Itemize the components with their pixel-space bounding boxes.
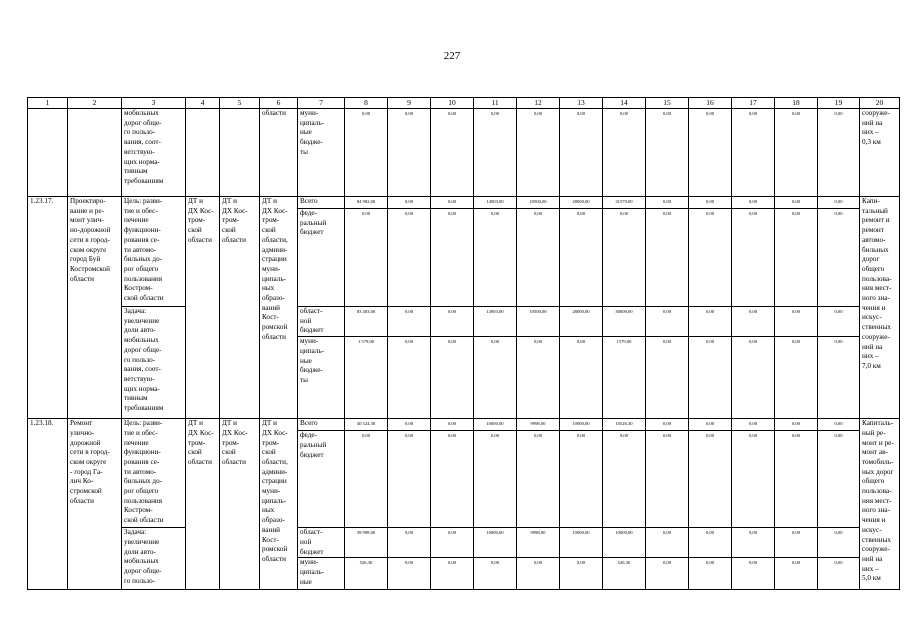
- item-executor: ДТ и ДХ Кос- тром- ской области: [186, 419, 220, 590]
- value-cell-10: 0,00: [431, 109, 474, 197]
- value-cell-8: 1 579,00: [345, 337, 388, 419]
- value-cell-18: 0,00: [775, 431, 818, 528]
- value-cell-13: 0,00: [560, 337, 603, 419]
- item-1-row-1: [28, 197, 900, 209]
- value-cell-16: 0,00: [689, 419, 732, 431]
- header-row: [28, 98, 900, 109]
- value-cell-10: 0,00: [431, 209, 474, 307]
- value-cell-13: 28000,00: [560, 307, 603, 337]
- funding-source: феде- ральный бюджет: [298, 431, 345, 528]
- value-cell-9: 0,00: [388, 307, 431, 337]
- funding-source: област- ной бюджет: [298, 307, 345, 337]
- header-cell-13: 13: [560, 98, 603, 109]
- header-cell-11: 11: [474, 98, 517, 109]
- item-name: Ремонт улично- дорожной сети в город- ском округе - город Га- лич Ко- стромской области: [68, 419, 122, 590]
- header-cell-1: 1: [28, 98, 68, 109]
- value-cell-17: 0,00: [732, 109, 775, 197]
- value-cell-19: 0,00: [818, 528, 860, 558]
- value-cell-9: 0,00: [388, 337, 431, 419]
- value-cell-18: 0,00: [775, 419, 818, 431]
- value-cell-17: 0,00: [732, 337, 775, 419]
- value-cell-11: 14903,00: [474, 197, 517, 209]
- value-cell-10: 0,00: [431, 337, 474, 419]
- value-cell-15: 0,00: [646, 558, 689, 590]
- value-cell-19: 0,00: [818, 209, 860, 307]
- cell-name: [68, 109, 122, 197]
- value-cell-10: 0,00: [431, 419, 474, 431]
- item-task: Задача: увеличение доли авто- мобильных дорог обще- го пользо- вания, соот- ветствую- щих норма- тивным требованиям: [122, 307, 186, 419]
- value-cell-19: 0,00: [818, 307, 860, 337]
- value-cell-13: 0,00: [560, 558, 603, 590]
- value-cell-11: 0,00: [474, 431, 517, 528]
- value-cell-17: 0,00: [732, 558, 775, 590]
- item-goal: Цель: разви- тие и обес- печение функциони- рования се- ти автомо- бильных до- рог общего пользования Костром- ской области: [122, 197, 186, 307]
- item-result: Капи- тальный ремонт и ремонт автомо- бильных дорог общего пользова- ния мест- ного зна- чения и искус- ственных сооруже- ний на них – 7,0 км: [860, 197, 900, 419]
- value-cell-14: 0,00: [603, 209, 646, 307]
- value-cell-15: 0,00: [646, 419, 689, 431]
- cell-goal-task: мобильных дорог обще- го пользо- вания, соот- ветствую- щих норма- тивным требованиям: [122, 109, 186, 197]
- value-cell-8: 0,00: [345, 109, 388, 197]
- value-cell-12: 0,00: [517, 558, 560, 590]
- value-cell-14: 1579,00: [603, 337, 646, 419]
- value-cell-16: 0,00: [689, 337, 732, 419]
- value-cell-8: 40 524,30: [345, 419, 388, 431]
- value-cell-18: 0,00: [775, 209, 818, 307]
- value-cell-13: 0,00: [560, 109, 603, 197]
- value-cell-11: 10000,00: [474, 419, 517, 431]
- cell-executor: [186, 109, 220, 197]
- value-cell-17: 0,00: [732, 307, 775, 337]
- value-cell-19: 0,00: [818, 197, 860, 209]
- value-cell-9: 0,00: [388, 197, 431, 209]
- value-cell-15: 0,00: [646, 307, 689, 337]
- value-cell-18: 0,00: [775, 337, 818, 419]
- value-cell-18: 0,00: [775, 307, 818, 337]
- value-cell-15: 0,00: [646, 337, 689, 419]
- financing-table: [27, 97, 900, 590]
- value-cell-14: 31579,00: [603, 197, 646, 209]
- funding-source: феде- ральный бюджет: [298, 209, 345, 307]
- value-cell-8: 84 982,00: [345, 197, 388, 209]
- header-cell-8: 8: [345, 98, 388, 109]
- value-cell-18: 0,00: [775, 528, 818, 558]
- cell-source: муни- ципаль- ные бюдже- ты: [298, 109, 345, 197]
- value-cell-11: 0,00: [474, 109, 517, 197]
- value-cell-14: 30000,00: [603, 307, 646, 337]
- value-cell-19: 0,00: [818, 431, 860, 528]
- value-cell-14: 526,30: [603, 558, 646, 590]
- header-cell-14: 14: [603, 98, 646, 109]
- value-cell-8: 39 998,00: [345, 528, 388, 558]
- value-cell-11: 0,00: [474, 209, 517, 307]
- header-cell-9: 9: [388, 98, 431, 109]
- header-cell-2: 2: [68, 98, 122, 109]
- value-cell-10: 0,00: [431, 431, 474, 528]
- header-cell-17: 17: [732, 98, 775, 109]
- value-cell-12: 0,00: [517, 209, 560, 307]
- value-cell-12: 10500,00: [517, 307, 560, 337]
- header-cell-19: 19: [818, 98, 860, 109]
- value-cell-15: 0,00: [646, 528, 689, 558]
- value-cell-12: 0,00: [517, 337, 560, 419]
- value-cell-19: 0,00: [818, 558, 860, 590]
- cell-id: [28, 109, 68, 197]
- item-task: Задача: увеличение доли авто- мобильных дорог обще- го пользо-: [122, 528, 186, 590]
- value-cell-19: 0,00: [818, 337, 860, 419]
- value-cell-17: 0,00: [732, 528, 775, 558]
- cell-result: сооруже- ний на них – 0,3 км: [860, 109, 900, 197]
- value-cell-17: 0,00: [732, 419, 775, 431]
- value-cell-9: 0,00: [388, 209, 431, 307]
- value-cell-15: 0,00: [646, 109, 689, 197]
- value-cell-12: 9998,00: [517, 419, 560, 431]
- value-cell-10: 0,00: [431, 528, 474, 558]
- value-cell-15: 0,00: [646, 197, 689, 209]
- value-cell-15: 0,00: [646, 431, 689, 528]
- header-cell-6: 6: [260, 98, 298, 109]
- value-cell-15: 0,00: [646, 209, 689, 307]
- header-cell-3: 3: [122, 98, 186, 109]
- value-cell-8: 0,00: [345, 431, 388, 528]
- value-cell-9: 0,00: [388, 109, 431, 197]
- value-cell-12: 0,00: [517, 109, 560, 197]
- item-2-row-1: [28, 419, 900, 431]
- value-cell-16: 0,00: [689, 109, 732, 197]
- continuation-row: [28, 109, 900, 197]
- value-cell-17: 0,00: [732, 431, 775, 528]
- value-cell-13: 0,00: [560, 209, 603, 307]
- value-cell-13: 28000,00: [560, 197, 603, 209]
- value-cell-11: 0,00: [474, 558, 517, 590]
- header-cell-10: 10: [431, 98, 474, 109]
- value-cell-12: 10500,00: [517, 197, 560, 209]
- header-cell-16: 16: [689, 98, 732, 109]
- item-2-row-3: [28, 528, 900, 558]
- funding-source: муни- ципаль- ные: [298, 558, 345, 590]
- value-cell-10: 0,00: [431, 558, 474, 590]
- funding-source: Всего: [298, 197, 345, 209]
- cell-coexecutor: [220, 109, 260, 197]
- value-cell-9: 0,00: [388, 431, 431, 528]
- value-cell-13: 10000,00: [560, 528, 603, 558]
- value-cell-16: 0,00: [689, 431, 732, 528]
- value-cell-18: 0,00: [775, 197, 818, 209]
- value-cell-12: 0,00: [517, 431, 560, 528]
- cell-participants: области: [260, 109, 298, 197]
- value-cell-16: 0,00: [689, 558, 732, 590]
- value-cell-8: 526,30: [345, 558, 388, 590]
- value-cell-14: 0,00: [603, 109, 646, 197]
- funding-source: област- ной бюджет: [298, 528, 345, 558]
- value-cell-16: 0,00: [689, 209, 732, 307]
- item-executor: ДТ и ДХ Кос- тром- ской области: [186, 197, 220, 419]
- value-cell-10: 0,00: [431, 307, 474, 337]
- page-number: 227: [443, 50, 461, 62]
- value-cell-18: 0,00: [775, 109, 818, 197]
- value-cell-18: 0,00: [775, 558, 818, 590]
- header-cell-5: 5: [220, 98, 260, 109]
- value-cell-8: 0,00: [345, 209, 388, 307]
- item-goal: Цель: разви- тие и обес- печение функциони- рования се- ти автомо- бильных до- рог общего пользования Костром- ской области: [122, 419, 186, 528]
- value-cell-13: 0,00: [560, 431, 603, 528]
- value-cell-11: 0,00: [474, 337, 517, 419]
- item-number: 1.23.17.: [28, 197, 68, 419]
- header-cell-12: 12: [517, 98, 560, 109]
- value-cell-9: 0,00: [388, 528, 431, 558]
- item-participants: ДТ и ДХ Кос- тром- ской области, админи- страции муни- ципаль- ных образо- ваний Кост- ромской области: [260, 419, 298, 590]
- item-participants: ДТ и ДХ Кос- тром- ской области, админи- страции муни- ципаль- ных образо- ваний Кост- ромской области: [260, 197, 298, 419]
- value-cell-9: 0,00: [388, 558, 431, 590]
- header-cell-20: 20: [860, 98, 900, 109]
- value-cell-14: 10526,30: [603, 419, 646, 431]
- value-cell-19: 0,00: [818, 419, 860, 431]
- item-coexecutor: ДТ и ДХ Кос- тром- ской области: [220, 197, 260, 419]
- value-cell-10: 0,00: [431, 197, 474, 209]
- funding-source: Всего: [298, 419, 345, 431]
- value-cell-11: 10000,00: [474, 528, 517, 558]
- header-cell-4: 4: [186, 98, 220, 109]
- item-name: Проектиро- вание и ре- монт улич- но-дорожной сети в город- ском округе город Буй Костромской области: [68, 197, 122, 419]
- value-cell-14: 10000,00: [603, 528, 646, 558]
- value-cell-16: 0,00: [689, 197, 732, 209]
- value-cell-17: 0,00: [732, 209, 775, 307]
- value-cell-17: 0,00: [732, 197, 775, 209]
- value-cell-8: 83 403,00: [345, 307, 388, 337]
- item-coexecutor: ДТ и ДХ Кос- тром- ской области: [220, 419, 260, 590]
- header-cell-7: 7: [298, 98, 345, 109]
- header-cell-18: 18: [775, 98, 818, 109]
- value-cell-14: 0,00: [603, 431, 646, 528]
- value-cell-12: 9998,00: [517, 528, 560, 558]
- value-cell-9: 0,00: [388, 419, 431, 431]
- value-cell-19: 0,00: [818, 109, 860, 197]
- item-number: 1.23.18.: [28, 419, 68, 590]
- value-cell-16: 0,00: [689, 528, 732, 558]
- value-cell-13: 10000,00: [560, 419, 603, 431]
- header-cell-15: 15: [646, 98, 689, 109]
- item-1-row-3: [28, 307, 900, 337]
- funding-source: муни- ципаль- ные бюдже- ты: [298, 337, 345, 419]
- value-cell-11: 14903,00: [474, 307, 517, 337]
- value-cell-16: 0,00: [689, 307, 732, 337]
- item-result: Капиталь- ный ре- монт и ре- монт ав- томобиль- ных дорог общего пользова- ния мест- ного зна- чения и искус- ственных сооруже- ний на них – 5,0 км: [860, 419, 900, 590]
